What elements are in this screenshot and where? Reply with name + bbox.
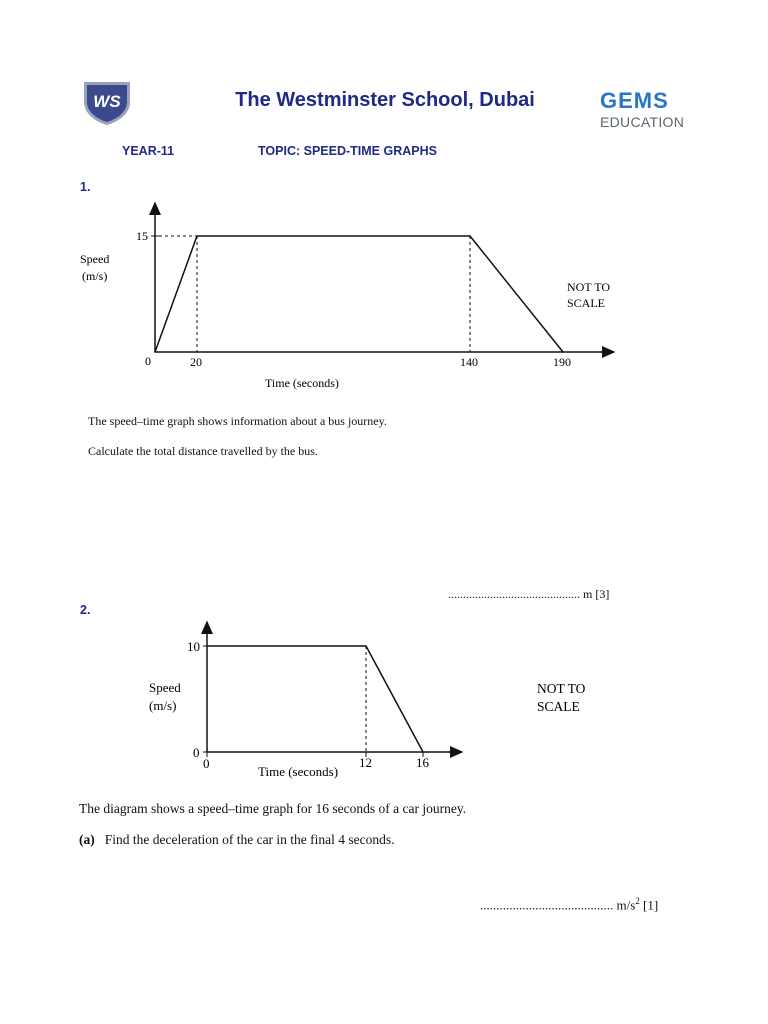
q1-x-tick-label-0: 0 xyxy=(145,354,151,368)
question-1-instruction: Calculate the total distance travelled by the bus. xyxy=(88,444,318,458)
logo-text: WS xyxy=(93,92,121,111)
q2-note-line2: SCALE xyxy=(537,699,580,714)
q1-note-line2: SCALE xyxy=(567,296,606,310)
q1-y-axis-label: Speed xyxy=(80,252,110,266)
q1-point-140 xyxy=(469,235,471,237)
q1-x-tick-label-20: 20 xyxy=(190,355,202,369)
q2-segment-1 xyxy=(366,646,423,752)
q2-point-0 xyxy=(206,645,208,647)
q2-point-12 xyxy=(365,645,367,647)
question-2a xyxy=(79,832,395,848)
q1-x-axis-label: Time (seconds) xyxy=(265,376,339,390)
gems-subtitle: EDUCATION xyxy=(600,114,685,130)
q2-point-16 xyxy=(422,751,424,753)
question-1-answer-line[interactable]: ............................................ m [3] xyxy=(448,587,610,601)
question-2-text: The diagram shows a speed–time graph for 16 seconds of a car journey. xyxy=(79,801,467,816)
q2-y-axis-unit: (m/s) xyxy=(149,698,177,713)
q2-x-tick-label-16: 16 xyxy=(416,755,429,770)
year-label: YEAR-11 xyxy=(122,144,175,158)
q2-x-axis-label: Time (seconds) xyxy=(258,764,339,779)
q2-x-tick-label-12: 12 xyxy=(359,755,372,770)
q2-x-tick-label-0: 0 xyxy=(203,756,210,771)
q1-y-tick-label: 15 xyxy=(136,229,148,243)
q1-y-axis-unit: (m/s) xyxy=(82,269,108,283)
question-2a-answer-line[interactable] xyxy=(480,896,658,913)
q1-x-tick-label-140: 140 xyxy=(460,355,478,369)
q1-segment-0 xyxy=(155,236,197,352)
q1-segment-2 xyxy=(470,236,563,352)
marks-label: [1] xyxy=(639,897,659,913)
question-2-number: 2. xyxy=(80,603,91,617)
q2-y-axis-label: Speed xyxy=(149,680,181,695)
question-1-text: The speed–time graph shows information about a bus journey. xyxy=(88,414,387,428)
unit-superscript: 2 xyxy=(635,896,640,906)
q2-note-line1: NOT TO xyxy=(537,681,586,696)
q1-x-tick-label-190: 190 xyxy=(553,355,571,369)
question-2a-text: Find the deceleration of the car in the final 4 seconds. xyxy=(104,832,395,847)
q2-y-tick-label-0: 0 xyxy=(193,745,200,760)
question-2a-label: (a) xyxy=(79,832,95,847)
answer-dots-unit: ......................................... m/s xyxy=(480,897,636,913)
school-title: The Westminster School, Dubai xyxy=(235,89,535,111)
question-1-number: 1. xyxy=(80,180,91,194)
q1-note-line1: NOT TO xyxy=(567,280,611,294)
topic-label: TOPIC: SPEED-TIME GRAPHS xyxy=(258,144,437,158)
q1-point-190 xyxy=(562,351,564,353)
q2-y-tick-label-10: 10 xyxy=(187,639,200,654)
q1-point-20 xyxy=(196,235,198,237)
q1-point-0 xyxy=(154,351,156,353)
gems-wordmark: GEMS xyxy=(600,88,669,113)
